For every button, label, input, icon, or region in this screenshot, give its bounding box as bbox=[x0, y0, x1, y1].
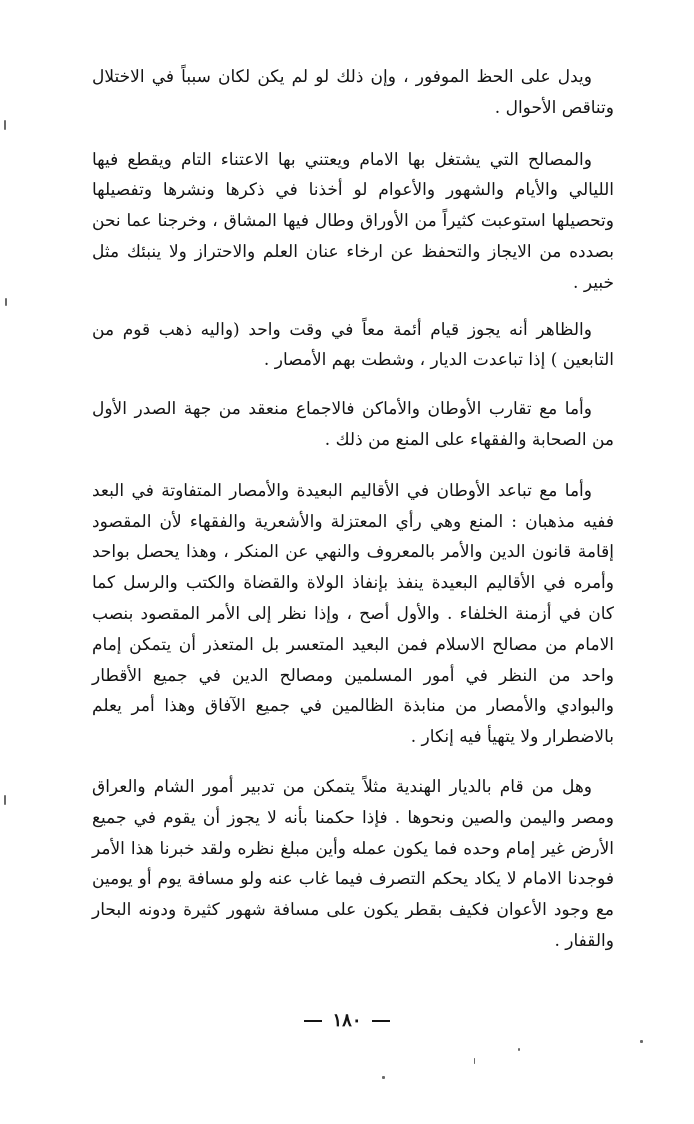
body-text bbox=[92, 62, 614, 957]
paragraph-3: والظاهر أنه يجوز قيام أئمة معاً في وقت واحد (واليه ذهب قوم من التابعين ) إذا تباعدت الديار ، وشطت بهم الأمصار . bbox=[92, 319, 614, 371]
scan-speck bbox=[4, 120, 6, 130]
page-number-footer bbox=[0, 1010, 694, 1031]
scan-speck bbox=[518, 1048, 520, 1051]
scan-speck bbox=[382, 1076, 385, 1079]
page-number: ١٨٠ bbox=[332, 1010, 362, 1031]
left-dash bbox=[304, 1020, 322, 1022]
paragraph-1: ويدل على الحظ الموفور ، وإن ذلك لو لم يكن لكان سبباً في الاختلال وتناقص الأحوال . bbox=[92, 67, 614, 118]
scan-speck bbox=[5, 298, 7, 306]
scan-speck bbox=[474, 1058, 475, 1064]
paragraph-4: وأما مع تقارب الأوطان والأماكن فالاجماع منعقد من جهة الصدر الأول من الصحابة والفقهاء على المنع من ذلك . bbox=[92, 399, 614, 450]
scan-speck bbox=[4, 795, 6, 805]
scan-speck bbox=[640, 1040, 643, 1043]
paragraph-2: والمصالح التي يشتغل بها الامام ويعتني بها الاعتناء التام ويقطع فيها الليالي والأيام والشهور والأعوام لو أخذنا في ذكرها ونشرها وتفصيلها وتحصيلها استوعبت كثيراً من الأوراق وطال فيها المشاق ، وخرجنا عما نحن بصدده من الايجاز والتحفظ عن ارخاء عنان العلم والاحتراز ولا ينبئك مثل خبير . bbox=[92, 149, 614, 293]
paragraph-5: وأما مع تباعد الأوطان في الأقاليم البعيدة والأمصار المتفاوتة في البعد ففيه مذهبان : المنع وهي رأي المعتزلة والأشعرية والفقهاء لأن المقصود إقامة قانون الدين والأمر بالمعروف والنهي عن المنكر ، وهذا يحصل بواحد وأمره في الأقاليم البعيدة ينفذ بإنفاذ الولاة والقضاة والكتب والرسل كما كان في أزمنة الخلفاء . والأول أصح ، وإذا نظر إلى الأمر المقصود بنصب الامام من مصالح الاسلام فمن البعيد المتعسر بل المتعذر أن يتمكن إمام واحد من النظر في أمور المسلمين ومصالح الدين في جميع الأقطار والبوادي والأمصار من منابذة الظالمين في جميع الآفاق وهذا أمر يعلم بالاضطرار ولا يتهيأ فيه إنكار . bbox=[92, 480, 614, 748]
paragraph-6: وهل من قام بالديار الهندية مثلاً يتمكن من تدبير أمور الشام والعراق ومصر واليمن والصين ونحوها . فإذا حكمنا بأنه لا يجوز أن يقوم في جميع الأرض غير إمام وحده فما يكون عمله وأين مبلغ نظره ولقد خبرنا هذا الأمر فوجدنا الامام لا يكاد يحكم التصرف فيما غاب عنه ولو مسافة يوم أو يومين مع وجود الأعوان فكيف بقطر يكون على مسافة شهور كثيرة ودونه البحار والقفار . bbox=[92, 776, 614, 951]
right-dash bbox=[372, 1020, 390, 1022]
